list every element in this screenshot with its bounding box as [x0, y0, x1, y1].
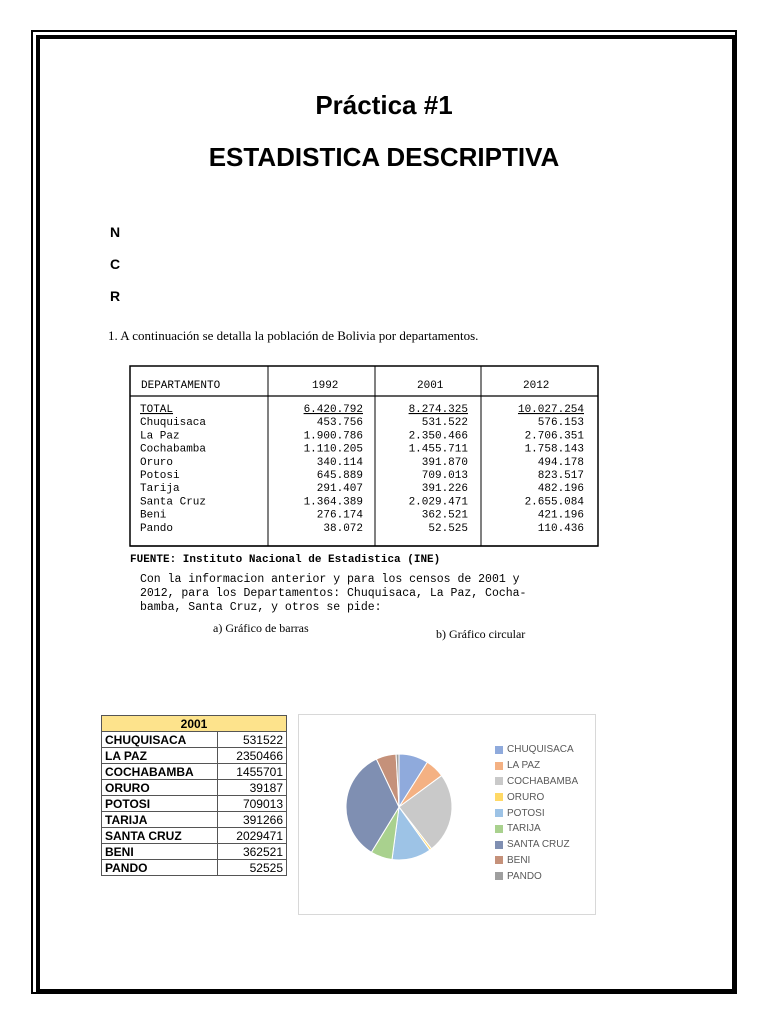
scan-row-1992: 291.407 [316, 483, 363, 496]
table-row [102, 812, 287, 828]
legend-swatch [495, 809, 503, 817]
legend-label: CHUQUISACA [507, 744, 574, 756]
col-header-1992: 1992 [312, 380, 339, 392]
scan-row-name: TOTAL [140, 404, 174, 416]
scan-row-2012: 576.153 [537, 417, 584, 430]
scan-row-1992: 276.174 [316, 509, 363, 522]
population-value: 2029471 [218, 828, 287, 844]
scanned-exercise-image [108, 318, 648, 652]
option-pie-chart: b) Gráfico circular [436, 627, 526, 641]
scan-row-2001: 391.870 [421, 456, 468, 469]
scan-row-2012: 2.706.351 [524, 430, 584, 443]
table-row [102, 828, 287, 844]
legend-label: COCHABAMBA [507, 775, 579, 787]
scan-row-2012: 421.196 [537, 509, 584, 522]
legend-swatch [495, 746, 503, 754]
col-header-2001: 2001 [417, 380, 444, 392]
scan-row-1992: 1.900.786 [303, 430, 363, 443]
field-label-r: R [110, 288, 121, 304]
scan-row-1992: 453.756 [316, 417, 363, 430]
legend-label: POTOSI [507, 807, 545, 819]
legend-label: TARIJA [507, 823, 541, 835]
legend-label: ORURO [507, 791, 545, 803]
scan-row-1992: 38.072 [323, 522, 363, 535]
scan-row-1992: 1.110.205 [303, 443, 363, 456]
scan-row-1992: 340.114 [316, 456, 363, 469]
scan-row-2001: 2.350.466 [408, 430, 468, 443]
instruction-line-3: bamba, Santa Cruz, y otros se pide: [140, 601, 382, 614]
scan-row-name: Beni [140, 509, 167, 522]
option-bar-chart: a) Gráfico de barras [213, 621, 309, 635]
table-header-2001: 2001 [102, 716, 287, 732]
scan-row-name: Cochabamba [140, 443, 207, 456]
legend-item [495, 742, 578, 758]
scan-row-2012: 2.655.084 [524, 496, 584, 509]
population-value: 709013 [218, 796, 287, 812]
scan-row-name: Santa Cruz [140, 496, 207, 509]
legend-item [495, 774, 578, 790]
scan-row-2001: 2.029.471 [408, 496, 468, 509]
page-subtitle: ESTADISTICA DESCRIPTIVA [208, 142, 560, 172]
table-row [102, 796, 287, 812]
scan-row-1992: 6.420.792 [303, 404, 363, 416]
scan-row-name: Potosi [140, 470, 180, 482]
department-name: TARIJA [102, 812, 218, 828]
scan-row-2012: 110.436 [537, 522, 584, 535]
col-header-2012: 2012 [523, 380, 550, 392]
exercise-intro: 1. A continuación se detalla la población de Bolivia por departamentos. [108, 328, 479, 343]
scan-row-1992: 1.364.389 [303, 496, 363, 509]
scan-row-name: Oruro [140, 456, 174, 469]
department-name: BENI [102, 844, 218, 860]
scan-row-2012: 1.758.143 [524, 443, 584, 456]
legend-item [495, 805, 578, 821]
field-label-c: C [110, 256, 121, 272]
table-row [102, 748, 287, 764]
scan-row-name: La Paz [140, 430, 180, 443]
scan-row-1992: 645.889 [316, 470, 363, 482]
department-name: COCHABAMBA [102, 764, 218, 780]
scan-row-2012: 494.178 [537, 456, 584, 469]
table-row [102, 732, 287, 748]
population-value: 531522 [218, 732, 287, 748]
legend-item [495, 758, 578, 774]
population-value: 2350466 [218, 748, 287, 764]
scan-row-name: Chuquisaca [140, 417, 207, 430]
department-name: PANDO [102, 860, 218, 876]
chart-legend [495, 742, 578, 884]
legend-label: BENI [507, 854, 531, 866]
table-row [102, 860, 287, 876]
legend-item [495, 821, 578, 837]
legend-label: SANTA CRUZ [507, 839, 570, 851]
scan-row-2001: 362.521 [421, 509, 468, 522]
scan-row-2001: 531.522 [421, 417, 468, 430]
legend-swatch [495, 793, 503, 801]
data-table-2001 [101, 715, 287, 876]
scan-row-2012: 10.027.254 [517, 404, 584, 416]
population-value: 1455701 [218, 764, 287, 780]
scan-row-2001: 709.013 [421, 470, 468, 482]
table-row [102, 764, 287, 780]
population-value: 39187 [218, 780, 287, 796]
department-name: CHUQUISACA [102, 732, 218, 748]
population-value: 52525 [218, 860, 287, 876]
scan-row-name: Pando [140, 522, 174, 535]
scan-row-name: Tarija [140, 483, 180, 496]
table-source: FUENTE: Instituto Nacional de Estadistica (INE) [130, 554, 441, 566]
scan-row-2012: 823.517 [537, 470, 584, 482]
field-label-n: N [110, 224, 121, 240]
legend-item [495, 837, 578, 853]
legend-swatch [495, 762, 503, 770]
legend-swatch [495, 856, 503, 864]
table-row [102, 780, 287, 796]
scan-row-2001: 52.525 [428, 522, 468, 535]
legend-label: LA PAZ [507, 760, 541, 772]
legend-item [495, 853, 578, 869]
scan-row-2001: 8.274.325 [408, 404, 468, 416]
legend-swatch [495, 825, 503, 833]
population-value: 391266 [218, 812, 287, 828]
legend-swatch [495, 777, 503, 785]
instruction-line-1: Con la informacion anterior y para los censos de 2001 y [140, 573, 520, 586]
legend-swatch [495, 841, 503, 849]
scan-row-2001: 391.226 [421, 483, 468, 496]
department-name: ORURO [102, 780, 218, 796]
page-title: Práctica #1 [315, 90, 453, 120]
department-name: SANTA CRUZ [102, 828, 218, 844]
scan-row-2001: 1.455.711 [408, 443, 468, 456]
col-header-departamento: DEPARTAMENTO [141, 380, 221, 392]
department-name: POTOSI [102, 796, 218, 812]
scan-row-2012: 482.196 [537, 483, 584, 496]
legend-label: PANDO [507, 870, 542, 882]
population-table-border [130, 366, 598, 546]
legend-item [495, 789, 578, 805]
legend-item [495, 868, 578, 884]
table-row [102, 844, 287, 860]
instruction-line-2: 2012, para los Departamentos: Chuquisaca, La Paz, Cocha- [140, 587, 527, 600]
population-value: 362521 [218, 844, 287, 860]
department-name: LA PAZ [102, 748, 218, 764]
legend-swatch [495, 872, 503, 880]
